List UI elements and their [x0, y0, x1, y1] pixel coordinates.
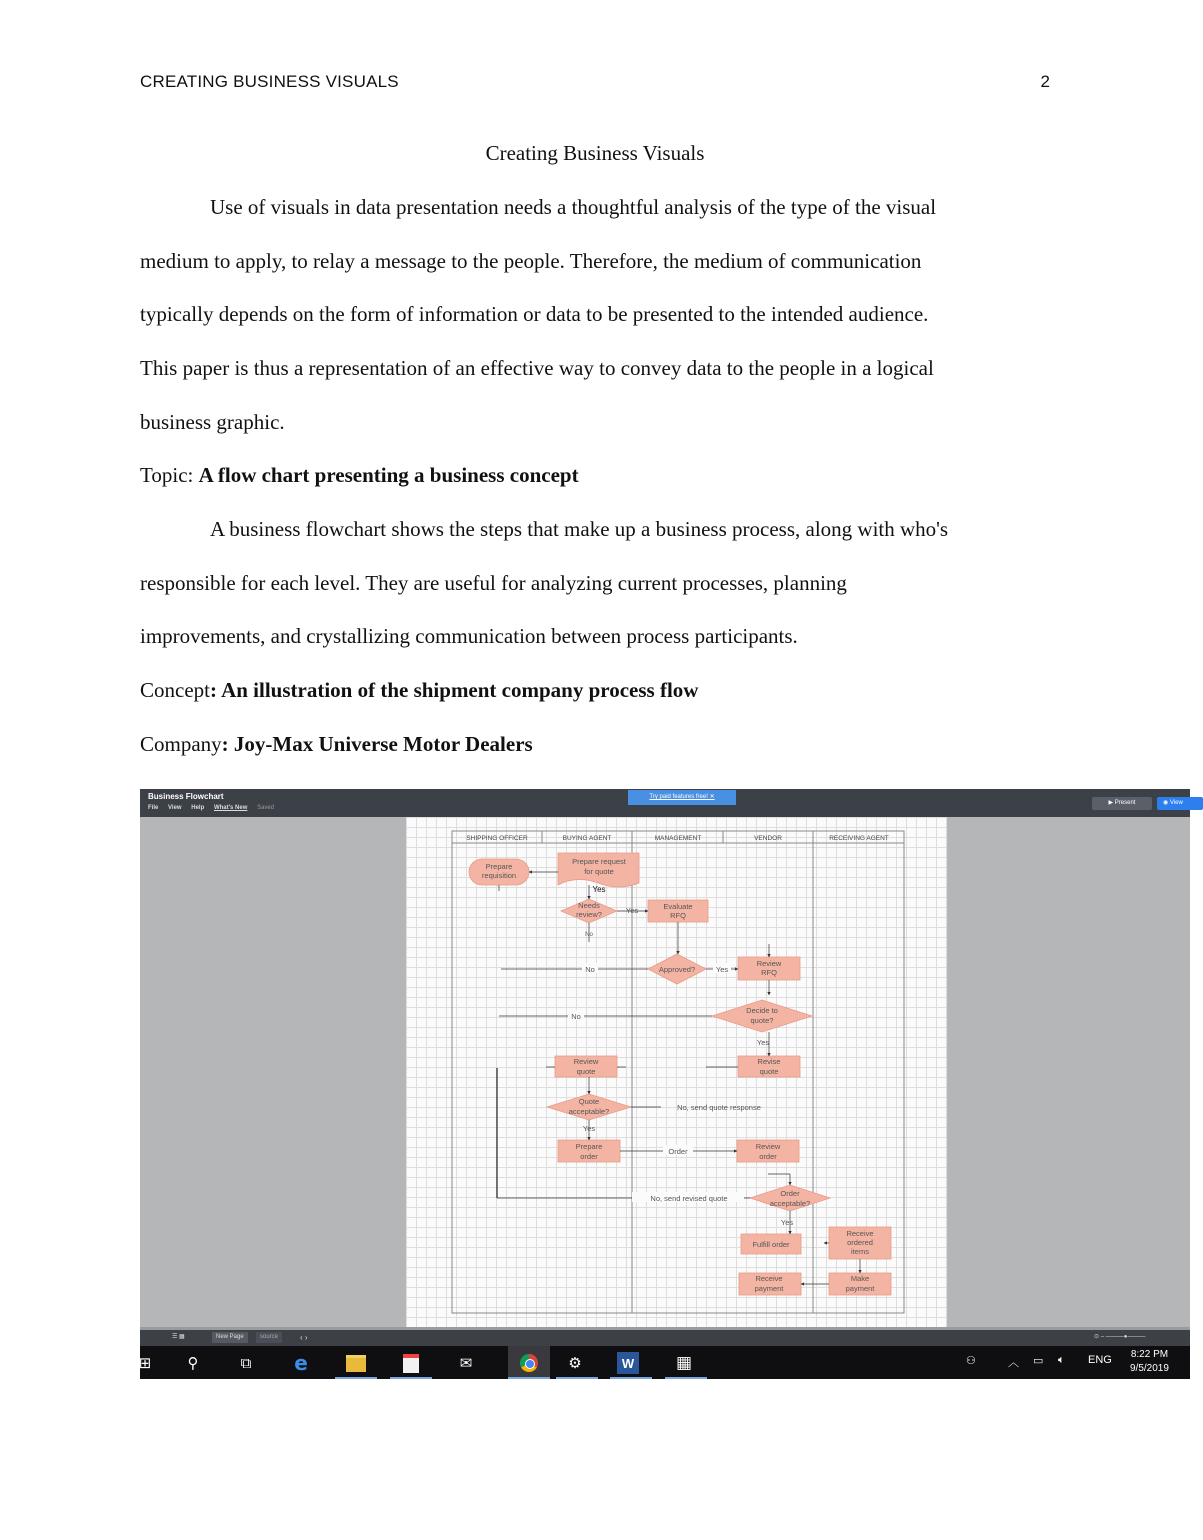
present-label: Present: [1114, 800, 1136, 806]
promo-banner[interactable]: [628, 790, 736, 805]
node-label: order: [759, 1152, 777, 1161]
node-label: acceptable?: [568, 1107, 610, 1116]
node-label: quote?: [750, 1016, 774, 1025]
edge-label: Yes: [780, 1218, 794, 1227]
node-label: requisition: [481, 871, 517, 880]
paragraph-line: medium to apply, to relay a message to the people. Therefore, the medium of communication: [140, 249, 922, 273]
task-view-icon[interactable]: ⧉: [240, 1354, 252, 1372]
topic-label: Topic:: [140, 463, 199, 487]
start-icon[interactable]: ⊞: [138, 1354, 152, 1372]
page-tab-new[interactable]: New Page: [212, 1332, 248, 1343]
language-indicator[interactable]: ENG: [1088, 1354, 1112, 1366]
node-label: Review: [755, 1142, 781, 1151]
running-head: CREATING BUSINESS VISUALS: [140, 72, 399, 91]
menu-view[interactable]: View: [168, 805, 182, 811]
file-explorer-icon[interactable]: [345, 1352, 367, 1374]
node-label: Review: [573, 1057, 599, 1066]
page-bar: [140, 1330, 1190, 1346]
word-icon[interactable]: W: [617, 1352, 639, 1374]
node-label: Evaluate: [663, 902, 693, 911]
chevron-up-icon[interactable]: ︿: [1008, 1357, 1019, 1369]
edge-label: Yes: [592, 885, 606, 894]
paragraph-line: responsible for each level. They are useful for analyzing current processes, planning: [140, 571, 847, 595]
diagram-canvas[interactable]: [406, 817, 947, 1328]
edge-label: No: [571, 1012, 581, 1021]
node-label: order: [580, 1152, 598, 1161]
topic-value: A flow chart presenting a business concept: [198, 463, 579, 487]
node-label: Prepare: [575, 1142, 603, 1151]
taskbar-indicator: [335, 1377, 377, 1379]
people-icon[interactable]: ⚇: [966, 1355, 976, 1367]
node-label: Receive: [755, 1274, 783, 1283]
zoom-slider[interactable]: ⊙ – ———●———: [1094, 1334, 1146, 1340]
app-toolbar: [140, 789, 1190, 817]
topic-line: [140, 463, 579, 488]
node-label: quote: [759, 1067, 779, 1076]
edge-label: Order: [668, 1147, 688, 1156]
node-label: Make: [850, 1274, 870, 1283]
edge-browser-icon[interactable]: e: [294, 1351, 308, 1375]
document-title: Creating Business Visuals: [485, 141, 705, 165]
node-label: payment: [754, 1284, 784, 1293]
lane-label: SHIPPING OFFICER: [466, 835, 528, 842]
taskbar-indicator: [556, 1377, 598, 1379]
edge-label: No, send revised quote: [650, 1194, 728, 1203]
paragraph-line: Use of visuals in data presentation needs a thoughtful analysis of the type of the visual: [210, 195, 937, 219]
page-nav-arrows[interactable]: ‹ ›: [300, 1333, 308, 1342]
page-number: 2: [1040, 72, 1050, 91]
promo-text[interactable]: Try paid features free!: [649, 794, 708, 800]
list-view-icon[interactable]: ☰ ▦: [172, 1334, 185, 1340]
settings-icon[interactable]: ⚙: [568, 1354, 582, 1372]
node-label: Prepare request: [572, 857, 626, 866]
clock-date: 9/5/2019: [1130, 1363, 1169, 1374]
node-label: payment: [845, 1284, 875, 1293]
node-label: Order: [780, 1189, 800, 1198]
node-label: Receive: [846, 1229, 874, 1238]
taskbar-indicator: [610, 1377, 652, 1379]
menu-help[interactable]: Help: [191, 805, 205, 811]
node-label: Fulfill order: [752, 1240, 790, 1249]
paragraph-line: A business flowchart shows the steps that make up a business process, along with who's: [210, 517, 949, 541]
edge-label: Yes: [625, 906, 639, 915]
clock-time: 8:22 PM: [1130, 1349, 1169, 1360]
edge-label: No: [585, 965, 595, 974]
view-button[interactable]: [1157, 797, 1203, 810]
company-label: Company: [140, 732, 222, 756]
taskbar-indicator: [390, 1377, 432, 1379]
saved-status: Saved: [257, 805, 275, 811]
node-label: RFQ: [761, 968, 777, 977]
taskbar-indicator: [508, 1377, 550, 1379]
lane-label: MANAGEMENT: [654, 835, 702, 842]
store-icon[interactable]: [400, 1352, 422, 1374]
taskbar-indicator: [665, 1377, 707, 1379]
concept-label: Concept: [140, 678, 210, 702]
node-label: Quote: [578, 1097, 600, 1106]
flowchart: [406, 817, 947, 1328]
edge-label: Yes: [715, 965, 729, 974]
app-menu: [148, 805, 282, 811]
node-label: Approved?: [658, 965, 696, 974]
edge-label: Yes: [582, 1124, 596, 1133]
lane-label: VENDOR: [754, 835, 782, 842]
node-label: items: [851, 1247, 869, 1256]
flowchart-screenshot: [140, 789, 1190, 1379]
node-label: for quote: [584, 867, 614, 876]
lane-label: BUYING AGENT: [562, 835, 612, 842]
calculator-icon[interactable]: ▦: [675, 1353, 693, 1373]
company-line: [140, 732, 533, 757]
node-label: RFQ: [670, 911, 686, 920]
edge-label: Yes: [756, 1038, 770, 1047]
paragraph-line: business graphic.: [140, 410, 285, 434]
search-icon[interactable]: ⚲: [187, 1354, 199, 1372]
volume-icon[interactable]: 🔈︎: [1058, 1354, 1065, 1366]
network-icon[interactable]: ▭: [1033, 1355, 1044, 1367]
node-label: Needs: [578, 901, 600, 910]
node-label: Review: [756, 959, 782, 968]
windows-taskbar: [140, 1346, 1190, 1379]
chrome-icon[interactable]: [508, 1346, 550, 1379]
view-label: View: [1169, 800, 1183, 806]
edge-label: No, send quote response: [677, 1103, 761, 1112]
lane-label: RECEIVING AGENT: [829, 835, 889, 842]
node-label: Prepare: [485, 862, 513, 871]
eye-icon: ◉: [1163, 800, 1169, 806]
node-label: acceptable?: [769, 1199, 811, 1208]
paragraph-line: typically depends on the form of information or data to be presented to the intended audience.: [140, 302, 929, 326]
system-clock[interactable]: [1130, 1348, 1169, 1376]
mail-icon[interactable]: ✉: [459, 1354, 473, 1372]
app-title: Business Flowchart: [148, 792, 224, 801]
node-label: quote: [576, 1067, 596, 1076]
node-label: Revise: [757, 1057, 781, 1066]
company-value: : Joy-Max Universe Motor Dealers: [221, 732, 533, 756]
paragraph-line: improvements, and crystallizing communication between process participants.: [140, 624, 798, 648]
concept-line: [140, 678, 698, 703]
paragraph-line: This paper is thus a representation of an effective way to convey data to the people in a logical: [140, 356, 934, 380]
edge-label: No: [585, 932, 593, 938]
menu-file[interactable]: File: [148, 805, 159, 811]
present-button[interactable]: [1092, 797, 1152, 810]
concept-value: : An illustration of the shipment company process flow: [209, 678, 699, 702]
node-label: review?: [576, 910, 602, 919]
present-icon: ▶: [1108, 800, 1114, 806]
node-label: ordered: [847, 1238, 873, 1247]
menu-whats-new[interactable]: What's New: [213, 805, 248, 811]
page-tab-source[interactable]: source: [256, 1332, 282, 1343]
close-icon[interactable]: ✕: [709, 794, 715, 800]
node-label: Decide to: [746, 1006, 778, 1015]
